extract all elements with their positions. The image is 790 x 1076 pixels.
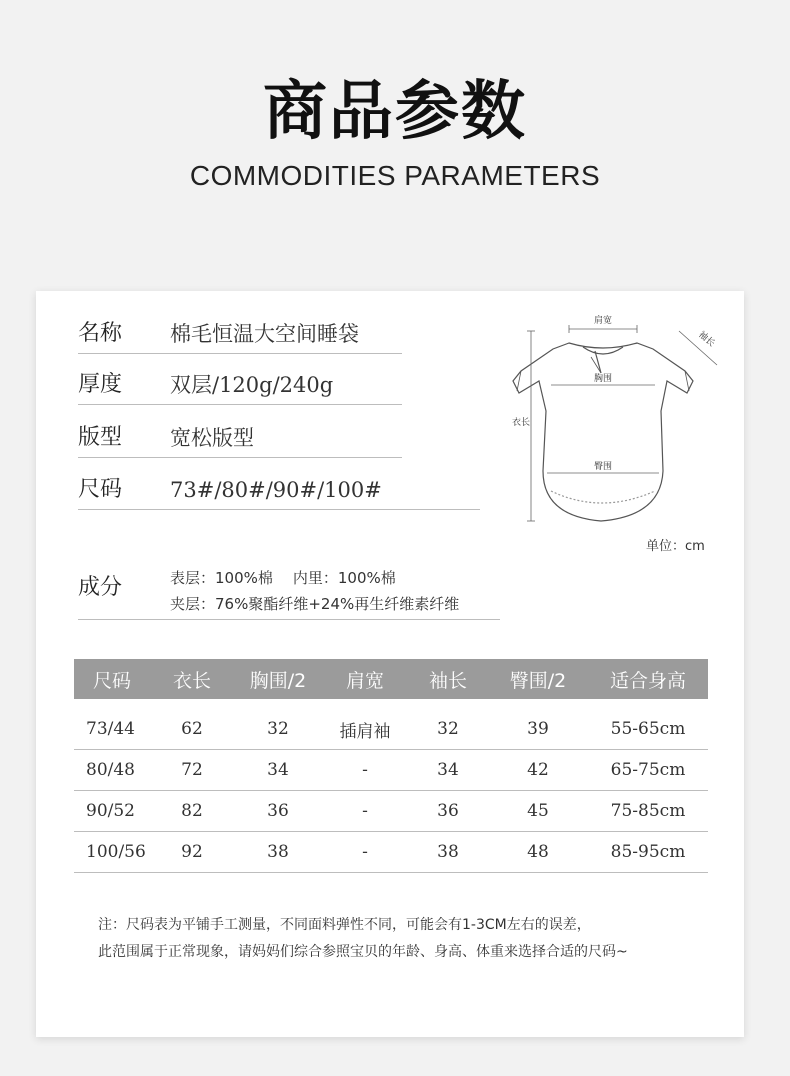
- composition-block: [78, 557, 500, 620]
- param-label: 尺码: [78, 477, 123, 502]
- table-cell: 32: [408, 709, 488, 750]
- composition-outer: 表层：100%棉: [170, 569, 273, 587]
- param-label: 版型: [78, 425, 123, 450]
- table-cell: 85-95cm: [588, 832, 708, 873]
- table-cell: 48: [488, 832, 588, 873]
- col-header: 适合身高: [588, 659, 708, 699]
- table-cell: 34: [234, 750, 322, 791]
- param-value: 73#/80#/90#/100#: [170, 478, 382, 502]
- table-row: [74, 709, 708, 750]
- sleeping-bag-diagram: [491, 301, 726, 531]
- table-cell: 39: [488, 709, 588, 750]
- length-label: 衣长: [511, 418, 531, 428]
- chest-label: 胸围: [593, 374, 613, 384]
- hip-label: 臀围: [593, 462, 613, 472]
- col-header: 肩宽: [322, 659, 408, 699]
- note-line-1: 注：尺码表为平铺手工测量，不同面料弹性不同，可能会有1-3CM左右的误差，: [98, 917, 591, 933]
- table-cell: 36: [234, 791, 322, 832]
- table-cell: 92: [150, 832, 234, 873]
- table-cell: 75-85cm: [588, 791, 708, 832]
- table-cell: 90/52: [74, 791, 150, 832]
- table-row: [74, 750, 708, 791]
- unit-label: 单位：cm: [646, 539, 705, 554]
- shoulder-label: 肩宽: [593, 316, 613, 326]
- page-subtitle: COMMODITIES PARAMETERS: [189, 160, 601, 191]
- table-cell: 45: [488, 791, 588, 832]
- page-title: 商品参数: [263, 75, 527, 149]
- table-cell: 65-75cm: [588, 750, 708, 791]
- table-cell: 55-65cm: [588, 709, 708, 750]
- col-header: 胸围/2: [234, 659, 322, 699]
- composition-label: 成分: [78, 575, 123, 600]
- col-header: 衣长: [150, 659, 234, 699]
- size-table-header: [74, 659, 708, 699]
- table-cell: 32: [234, 709, 322, 750]
- table-cell: -: [322, 832, 408, 873]
- param-label: 厚度: [78, 372, 123, 397]
- param-value: 宽松版型: [170, 426, 254, 450]
- param-label: 名称: [78, 321, 123, 346]
- col-header: 尺码: [74, 659, 150, 699]
- table-cell: -: [322, 750, 408, 791]
- table-cell: 72: [150, 750, 234, 791]
- composition-middle: 夹层：76%聚酯纤维+24%再生纤维素纤维: [170, 595, 460, 613]
- param-row-name: [78, 317, 402, 354]
- table-cell: 插肩袖: [322, 709, 408, 750]
- table-cell: 34: [408, 750, 488, 791]
- param-value: 棉毛恒温大空间睡袋: [170, 322, 359, 346]
- table-cell: 82: [150, 791, 234, 832]
- param-row-size: [78, 473, 480, 510]
- table-cell: 36: [408, 791, 488, 832]
- table-cell: -: [322, 791, 408, 832]
- col-header: 袖长: [408, 659, 488, 699]
- composition-line-1: [170, 567, 396, 588]
- col-header: 臀围/2: [488, 659, 588, 699]
- table-cell: 73/44: [74, 709, 150, 750]
- param-value: 双层/120g/240g: [170, 373, 334, 397]
- table-row: [74, 832, 708, 873]
- composition-inner: 内里：100%棉: [292, 569, 396, 587]
- table-cell: 42: [488, 750, 588, 791]
- table-cell: 100/56: [74, 832, 150, 873]
- table-row: [74, 791, 708, 832]
- note-line-2: 此范围属于正常现象，请妈妈们综合参照宝贝的年龄、身高、体重来选择合适的尺码~: [98, 944, 628, 960]
- table-cell: 80/48: [74, 750, 150, 791]
- table-cell: 62: [150, 709, 234, 750]
- param-row-thickness: [78, 368, 402, 405]
- param-row-fit: [78, 421, 402, 458]
- table-cell: 38: [408, 832, 488, 873]
- size-table: [74, 659, 708, 873]
- parameters-card: [36, 291, 744, 1037]
- sleeve-label: 袖长: [696, 329, 717, 350]
- table-cell: 38: [234, 832, 322, 873]
